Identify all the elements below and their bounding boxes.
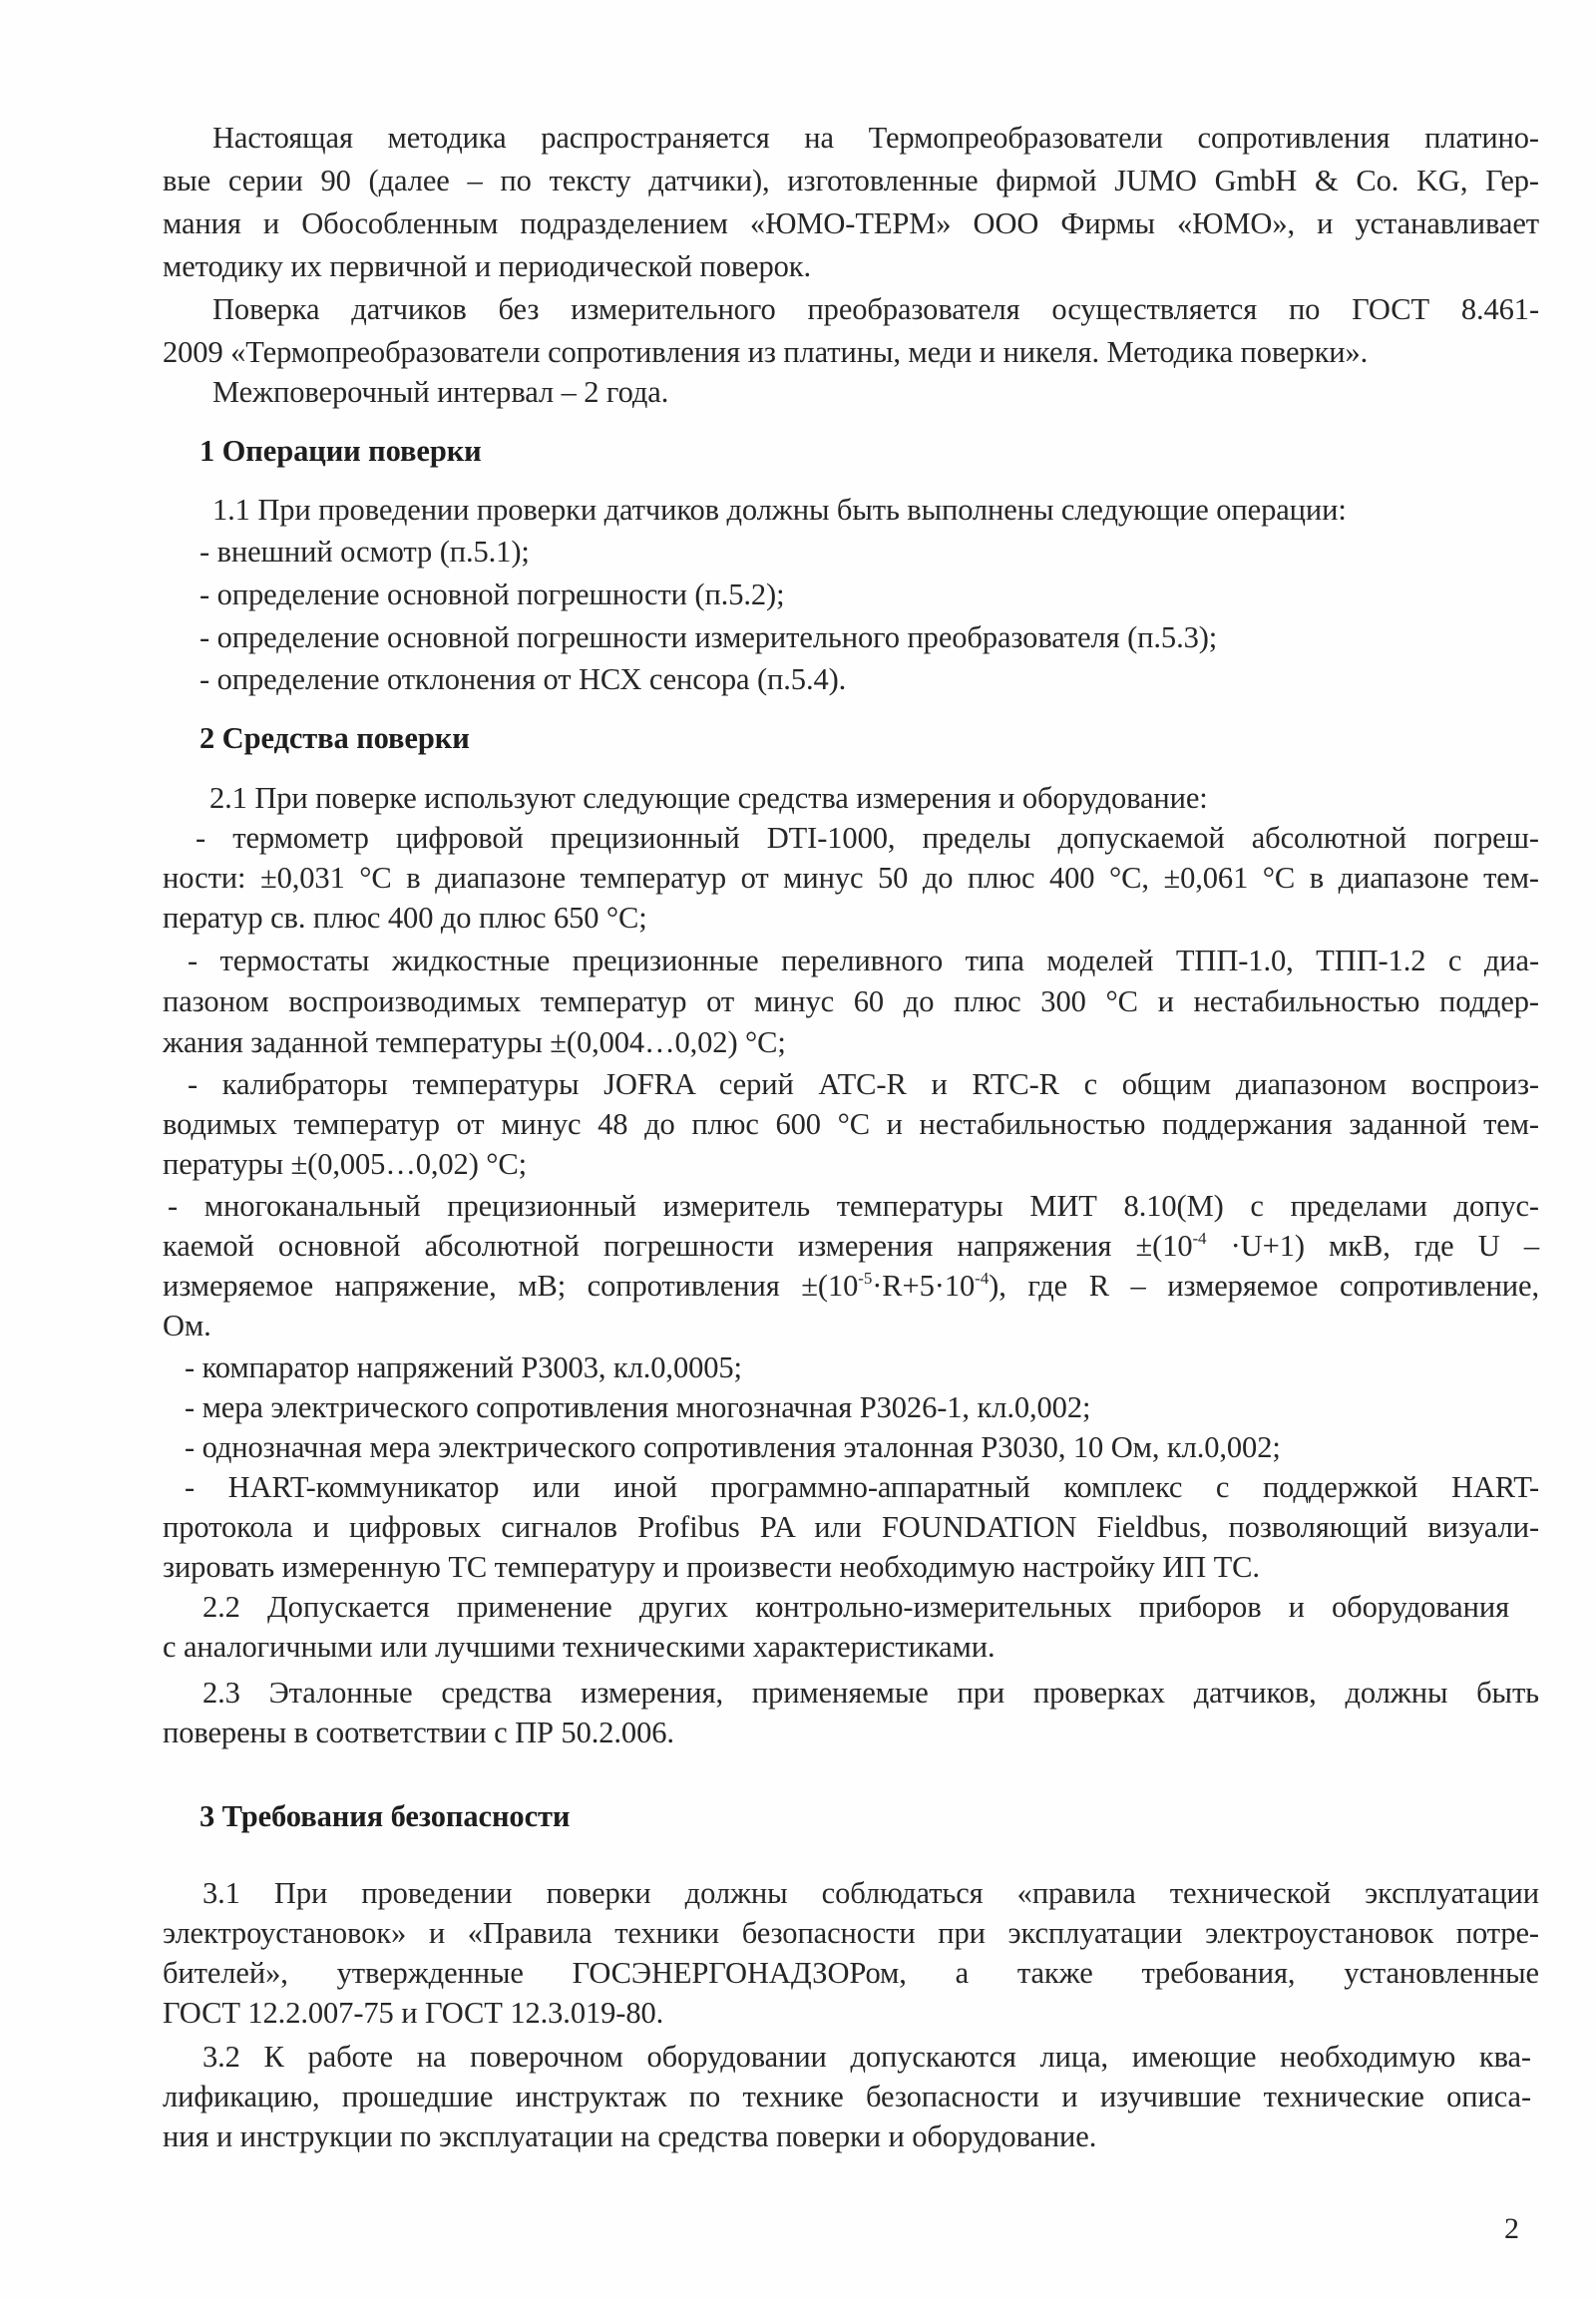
section-3-heading: 3 Требования безопасности xyxy=(200,1799,571,1833)
p32-line-3: ния и инструкции по эксплуатации на средства поверки и оборудование. xyxy=(163,2119,1097,2153)
hart-line-2: протокола и цифровых сигналов Profibus PA или FOUNDATION Fieldbus, позволяющий визуали- xyxy=(163,1510,1539,1544)
jofra-line-1: - калибраторы температуры JOFRA серий АТС-R и RTC-R с общим диапазоном воспроиз- xyxy=(188,1067,1539,1101)
section-1-line: 1.1 При проведении проверки датчиков должны быть выполнены следующие операции: xyxy=(212,493,1347,527)
mit-exponent: -5 xyxy=(858,1269,873,1288)
p23-line-2: поверены в соответствии с ПР 50.2.006. xyxy=(163,1716,674,1749)
section-2-intro: 2.1 При поверке используют следующие средства измерения и оборудование: xyxy=(209,781,1208,815)
mit-line-3 xyxy=(163,1268,1539,1304)
section-2-heading: 2 Средства поверки xyxy=(200,721,470,755)
intro-p1-line-2: вые серии 90 (далее – по тексту датчики), изготовленные фирмой JUMO GmbH & Co. KG, Гер- xyxy=(163,164,1539,197)
mit-line-4: Ом. xyxy=(163,1309,211,1342)
section-1-line: - определение основной погрешности (п.5.2); xyxy=(200,577,785,611)
p31-line-2: электроустановок» и «Правила техники безопасности при эксплуатации электроустановок потре- xyxy=(163,1916,1539,1950)
hart-line-1: - HART-коммуникатор или иной программно-аппаратный комплекс с поддержкой HART- xyxy=(185,1470,1539,1504)
page-number: 2 xyxy=(1504,2212,1519,2245)
p31-line-3: бителей», утвержденные ГОСЭНЕРГОНАДЗОРом, а также требования, установленные xyxy=(163,1956,1539,1990)
section-1-line: - определение отклонения от НСХ сенсора (п.5.4). xyxy=(200,662,847,696)
section-1-heading: 1 Операции поверки xyxy=(200,434,482,468)
section-1-line: - внешний осмотр (п.5.1); xyxy=(200,535,530,569)
mit-line-3-text: измеряемое напряжение, мВ; сопротивления ±(10 xyxy=(163,1269,859,1303)
intro-interval: Межповерочный интервал – 2 года. xyxy=(212,375,669,409)
mit-exponent: -4 xyxy=(1192,1229,1207,1248)
mit-line-2-tail: ·U+1) мкВ, где U – xyxy=(1206,1229,1539,1263)
dti-line-3: ператур св. плюс 400 до плюс 650 °С; xyxy=(163,901,647,935)
equipment-item: - однозначная мера электрического сопротивления эталонная Р3030, 10 Ом, кл.0,002; xyxy=(185,1430,1281,1464)
tpp-line-1: - термостаты жидкостные прецизионные переливного типа моделей ТПП-1.0, ТПП-1.2 с диа- xyxy=(188,944,1539,977)
p31-line-4: ГОСТ 12.2.007-75 и ГОСТ 12.3.019-80. xyxy=(163,1996,664,2030)
p22-line-2: с аналогичными или лучшими техническими характеристиками. xyxy=(163,1630,996,1664)
p32-line-2: лификацию, прошедшие инструктаж по технике безопасности и изучившие технические описа- xyxy=(163,2080,1531,2113)
p23-line-1: 2.3 Эталонные средства измерения, применяемые при проверках датчиков, должны быть xyxy=(202,1676,1539,1710)
section-1-line: - определение основной погрешности измерительного преобразователя (п.5.3); xyxy=(200,620,1218,654)
intro-p1-line-4: методику их первичной и периодической поверок. xyxy=(163,249,812,283)
tpp-line-3: жания заданной температуры ±(0,004…0,02) °С; xyxy=(163,1025,786,1059)
mit-line-3-mid: ·R+5·10 xyxy=(872,1269,976,1303)
dti-line-1: - термометр цифровой прецизионный DTI-1000, пределы допускаемой абсолютной погреш- xyxy=(196,821,1539,855)
hart-line-3: зировать измеренную ТС температуру и произвести необходимую настройку ИП ТС. xyxy=(163,1550,1260,1584)
dti-line-2: ности: ±0,031 °С в диапазоне температур от минус 50 до плюс 400 °С, ±0,061 °С в диапазоне тем- xyxy=(163,861,1539,895)
mit-line-2 xyxy=(163,1228,1539,1264)
tpp-line-2: пазоном воспроизводимых температур от минус 60 до плюс 300 °С и нестабильностью поддер- xyxy=(163,984,1539,1018)
mit-line-3-tail: ), где R – измеряемое сопротивление, xyxy=(989,1269,1539,1303)
p22-line-1: 2.2 Допускается применение других контрольно-измерительных приборов и оборудования xyxy=(202,1590,1509,1624)
equipment-item: - компаратор напряжений Р3003, кл.0,0005; xyxy=(185,1350,742,1384)
p31-line-1: 3.1 При проведении поверки должны соблюдаться «правила технической эксплуатации xyxy=(202,1876,1539,1910)
mit-exponent: -4 xyxy=(975,1269,990,1288)
mit-line-1: - многоканальный прецизионный измеритель температуры МИТ 8.10(М) с пределами допус- xyxy=(168,1189,1539,1223)
jofra-line-3: пературы ±(0,005…0,02) °С; xyxy=(163,1147,527,1181)
jofra-line-2: водимых температур от минус 48 до плюс 600 °С и нестабильностью поддержания заданной тем- xyxy=(163,1107,1539,1141)
intro-p1-line-1: Настоящая методика распространяется на Термопреобразователи сопротивления платино- xyxy=(212,121,1539,155)
mit-line-2-text: каемой основной абсолютной погрешности измерения напряжения ±(10 xyxy=(163,1229,1193,1263)
intro-p1-line-3: мания и Обособленным подразделением «ЮМО-ТЕРМ» ООО Фирмы «ЮМО», и устанавливает xyxy=(163,206,1539,240)
intro-p2-line-1: Поверка датчиков без измерительного преобразователя осуществляется по ГОСТ 8.461- xyxy=(212,292,1539,326)
equipment-item: - мера электрического сопротивления многозначная Р3026-1, кл.0,002; xyxy=(185,1390,1091,1424)
intro-p2-line-2: 2009 «Термопреобразователи сопротивления из платины, меди и никеля. Методика поверки». xyxy=(163,335,1369,369)
p32-line-1: 3.2 К работе на поверочном оборудовании допускаются лица, имеющие необходимую ква- xyxy=(202,2040,1531,2074)
